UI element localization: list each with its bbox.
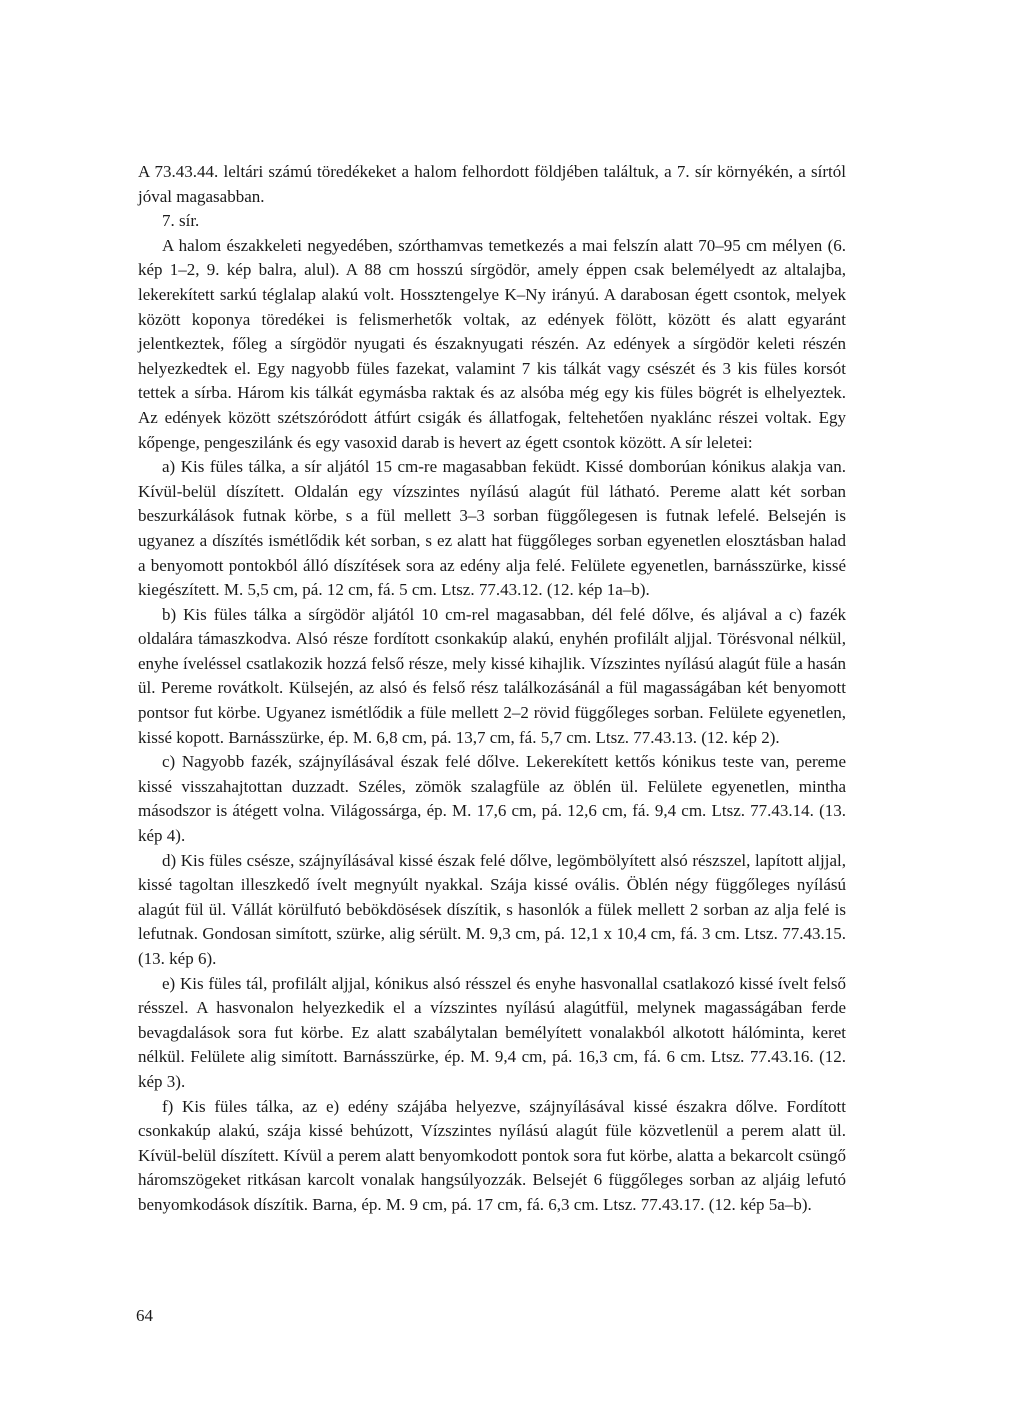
paragraph-find-c: c) Nagyobb fazék, szájnyílásával észak felé dőlve. Lekerekített kettős kónikus teste van, pereme kissé visszahajtottan duzzadt. Széles, zömök szalagfüle az öblén ül. Felülete egyenetlen, mintha másodszor is átégett volna. Világossárga, ép. M. 17,6 cm, pá. 12,6 cm, fá. 9,4 cm. Ltsz. 77.43.14. (13. kép 4). (138, 752, 846, 846)
paragraph-find-e: e) Kis füles tál, profilált aljjal, kónikus alsó résszel és enyhe hasvonallal csatlakozó kissé ívelt felső résszel. A hasvonalon helyezkedik el a vízszintes nyílású alagútfül, melynek magasságában ferde bevagdalások sora fut körbe. Ez alatt szabálytalan bemélyített vonalakból alkotott hálóminta, keret nélkül. Felülete alig simított. Barnásszürke, ép. M. 9,4 cm, pá. 16,3 cm, fá. 6 cm. Ltsz. 77.43.16. (12. kép 3). (138, 973, 846, 1091)
paragraph-find-b: b) Kis füles tálka a sírgödör aljától 10 cm-rel magasabban, dél felé dőlve, és aljával a c) fazék oldalára támaszkodva. Alsó része fordított csonkakúp alakú, enyhén profilált aljjal. Törésvonal nélkül, enyhe íveléssel csatlakozik hozzá felső része, mely kissé kihajlik. Vízszintes nyílású alagút füle a hasán ül. Pereme rovátkolt. Külsején, az alsó és felső rész találkozásánál a fül magasságában két benyomott pontsor fut körbe. Ugyanez ismétlődik a füle mellett 2–2 rövid függőleges sorban. Felülete egyenetlen, kissé kopott. Barnásszürke, ép. M. 6,8 cm, pá. 13,7 cm, fá. 5,7 cm. Ltsz. 77.43.13. (12. kép 2). (138, 604, 846, 747)
paragraph-find-a: a) Kis füles tálka, a sír aljától 15 cm-re magasabban feküdt. Kissé domborúan kónikus alakja van. Kívül-belül díszített. Oldalán egy vízszintes nyílású alagút fül látható. Pereme alatt két sorban beszurkálások futnak körbe, s a fül mellett 3–3 sorban függőlegesen is futnak lefelé. Belsején is ugyanez a díszítés ismétlődik két sorban, s ez alatt hat függőleges sorban egyenetlen elosztásban halad a benyomott pontokból álló díszítések sora az edény alja felé. Felülete egyenetlen, barnásszürke, kissé kiegészített. M. 5,5 cm, pá. 12 cm, fá. 5 cm. Ltsz. 77.43.12. (12. kép 1a–b). (138, 457, 846, 600)
paragraph-find-d: d) Kis füles csésze, szájnyílásával kissé észak felé dőlve, legömbölyített alsó részszel, lapított aljjal, kissé tagoltan illeszkedő ívelt megnyúlt nyakkal. Szája kissé ovális. Öblén négy függőleges nyílású alagút fül ül. Vállát körülfutó bebökdösések díszítik, s hasonlók a fülek mellett 2 sorban az alja felé is lefutnak. Gondosan simított, szürke, alig sérült. M. 9,3 cm, pá. 12,1 x 10,4 cm, fá. 3 cm. Ltsz. 77.43.15. (13. kép 6). (138, 850, 846, 968)
page-number: 64 (136, 1306, 153, 1325)
paragraph-find-f: f) Kis füles tálka, az e) edény szájába helyezve, szájnyílásával kissé északra dőlve. Fordított csonkakúp alakú, szája kissé behúzott, Vízszintes nyílású alagút füle közvetlenül a perem alatt ül. Kívül-belül díszített. Kívül a perem alatt benyomkodott pontok sora fut körbe, alatta a bekarcolt csüngő háromszögeket ritkásan karcolt vonalak hangsúlyozzák. Belsejét 6 függőleges sorban az aljáig lefutó benyomkodások díszítik. Barna, ép. M. 9 cm, pá. 17 cm, fá. 6,3 cm. Ltsz. 77.43.17. (12. kép 5a–b). (138, 1096, 846, 1214)
paragraph-grave-description: A halom északkeleti negyedében, szórthamvas temetkezés a mai felszín alatt 70–95 cm mélyen (6. kép 1–2, 9. kép balra, alul). A 88 cm hosszú sírgödör, amely éppen csak belemélyedt az altalajba, lekerekített sarkú téglalap alakú volt. Hossztengelye K–Ny irányú. A darabosan égett csontok, melyek között koponya töredékei is felismerhetők voltak, az edények fölött, között és alatt egyaránt jelentkeztek, főleg a sírgödör nyugati és északnyugati részén. Az edények a sírgödör keleti részén helyezkedtek el. Egy nagyobb füles fazekat, valamint 7 kis tálkát vagy csészét és 3 kis füles korsót tettek a sírba. Három kis tálkát egymásba raktak és az alsóba még egy kis füles bögrét is elhelyeztek. Az edények között szétszóródott átfúrt csigák és állatfogak, feltehetően nyaklánc részei voltak. Egy kőpenge, pengeszilánk és egy vasoxid darab is hevert az égett csontok között. A sír leletei: (138, 235, 846, 452)
page-body (138, 160, 846, 1218)
section-heading-grave-7: 7. sír. (162, 211, 200, 231)
paragraph-intro: A 73.43.44. leltári számú töredékeket a halom felhordott földjében találtuk, a 7. sír környékén, a sírtól jóval magasabban. (138, 162, 846, 206)
